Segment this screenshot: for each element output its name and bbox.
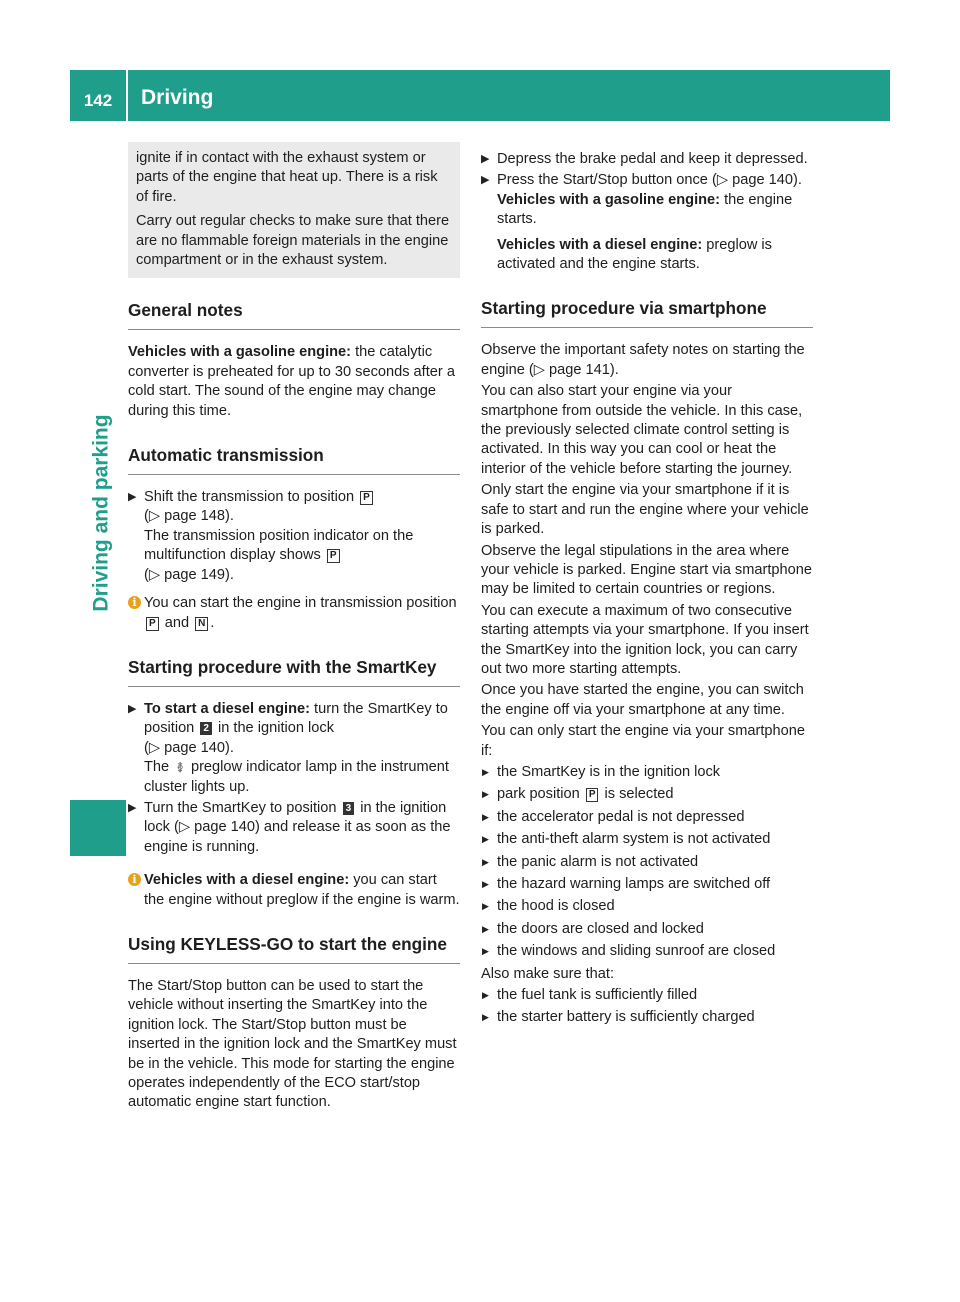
position-3-symbol: 3 [343, 802, 355, 815]
paragraph: Observe the important safety notes on starting the engine (▷ page 141). [481, 342, 805, 378]
page-reference[interactable]: (▷ page 148). [144, 508, 234, 525]
warning-text: ignite if in contact with the exhaust system or parts of the engine that heat up. There is a risk of fire. [136, 150, 438, 205]
list-item: ▶ the hazard warning lamps are switched off [481, 875, 813, 894]
instruction-step: ▶ Shift the transmission to position P (▷ page 148). The transmission position indicator on the multifunction display shows P (▷ page 149). [128, 488, 460, 585]
paragraph: Once you have started the engine, you can switch the engine off via your smartphone at any time. [481, 682, 804, 718]
paragraph: Also make sure that: [481, 965, 615, 982]
list-item: ▶ the fuel tank is sufficiently filled [481, 986, 813, 1005]
list-item: ▶ park position P is selected [481, 785, 813, 804]
key-p-symbol: P [586, 788, 599, 802]
list-item: ▶ the doors are closed and locked [481, 920, 813, 939]
preglow-icon: ࿅ [177, 760, 183, 775]
info-icon: i [128, 873, 141, 886]
section-heading: Starting procedure with the SmartKey [128, 657, 460, 687]
position-2-symbol: 2 [200, 722, 212, 735]
page-reference[interactable]: (▷ page 149). [144, 566, 234, 583]
header-divider [126, 70, 128, 121]
key-p-symbol: P [146, 617, 159, 631]
right-column [481, 150, 813, 1031]
section-heading: Using KEYLESS-GO to start the engine [128, 934, 460, 964]
section-heading: Starting procedure via smartphone [481, 298, 813, 328]
list-item: ▶ the SmartKey is in the ignition lock [481, 763, 813, 782]
automatic-transmission-section [128, 445, 460, 633]
instruction-step: ▶ Turn the SmartKey to position 3 in the ignition lock (▷ page 140) and release it as soon as the engine is running. [128, 799, 460, 857]
list-item: ▶ the starter battery is sufficiently charged [481, 1008, 813, 1027]
list-item: ▶ the windows and sliding sunroof are closed [481, 942, 813, 961]
left-column [128, 150, 460, 1115]
smartkey-section [128, 657, 460, 910]
paragraph: You can also start your engine via your smartphone from outside the vehicle. In this case, the previously selected climate control setting is activated. In this way you can cool or heat the interior of the vehicle before starting the journey. [481, 383, 803, 477]
section-heading: General notes [128, 300, 460, 330]
page-number: 142 [83, 91, 113, 110]
list-item: ▶ the hood is closed [481, 897, 813, 916]
instruction-step: ▶ Depress the brake pedal and keep it depressed. [481, 150, 813, 169]
info-note: i You can start the engine in transmission position P and N . [128, 594, 460, 633]
key-n-symbol: N [195, 617, 208, 631]
paragraph: Observe the legal stipulations in the area where your vehicle is parked. Engine start via smartphone may be limited to certain countries or regions. [481, 542, 812, 598]
smartphone-section [481, 298, 813, 1027]
paragraph: You can only start the engine via your smartphone if: [481, 723, 805, 759]
section-title: Driving [141, 86, 214, 109]
info-icon: i [128, 596, 141, 609]
paragraph: You can execute a maximum of two consecutive starting attempts via your smartphone. If you insert the SmartKey into the ignition lock, you can carry out two more starting attempts. [481, 602, 809, 677]
page-reference[interactable]: (▷ page 140). [144, 739, 234, 756]
list-item: ▶ the accelerator pedal is not depressed [481, 808, 813, 827]
list-item: ▶ the panic alarm is not activated [481, 853, 813, 872]
info-note: i Vehicles with a diesel engine: you can start the engine without preglow if the engine is warm. [128, 871, 460, 910]
warning-text: Carry out regular checks to make sure that there are no flammable foreign materials in the engine compartment or in the exhaust system. [136, 213, 450, 269]
page-header [70, 70, 890, 121]
list-item: ▶ the anti-theft alarm system is not activated [481, 830, 813, 849]
section-heading: Automatic transmission [128, 445, 460, 475]
instruction-step: ▶ To start a diesel engine: turn the SmartKey to position 2 in the ignition lock (▷ page 140). The ࿅ preglow indicator lamp in the instrument cluster lights up. [128, 700, 460, 797]
key-p-symbol: P [327, 549, 340, 563]
paragraph: The Start/Stop button can be used to start the vehicle without inserting the SmartKey into the ignition lock. The Start/Stop button must be inserted in the ignition lock and the SmartKey must be in the vehicle. This mode for starting the engine operates independently of the ECO start/stop automatic engine start function. [128, 977, 457, 1111]
general-notes-section [128, 300, 460, 421]
instruction-step: ▶ Press the Start/Stop button once (▷ page 140). Vehicles with a gasoline engine: the engine starts. Vehicles with a diesel engine: preglow is activated and the engine starts. [481, 171, 813, 274]
chapter-marker [70, 800, 126, 856]
keyless-go-section [128, 934, 460, 1113]
chapter-side-label: Driving and parking [89, 414, 113, 612]
warning-box [128, 142, 460, 278]
paragraph: Vehicles with a gasoline engine: the catalytic converter is preheated for up to 30 seconds after a cold start. The sound of the engine may change during this time. [128, 344, 455, 419]
paragraph: Only start the engine via your smartphone if it is safe to start and run the engine where your vehicle is parked. [481, 482, 809, 538]
key-p-symbol: P [360, 491, 373, 505]
